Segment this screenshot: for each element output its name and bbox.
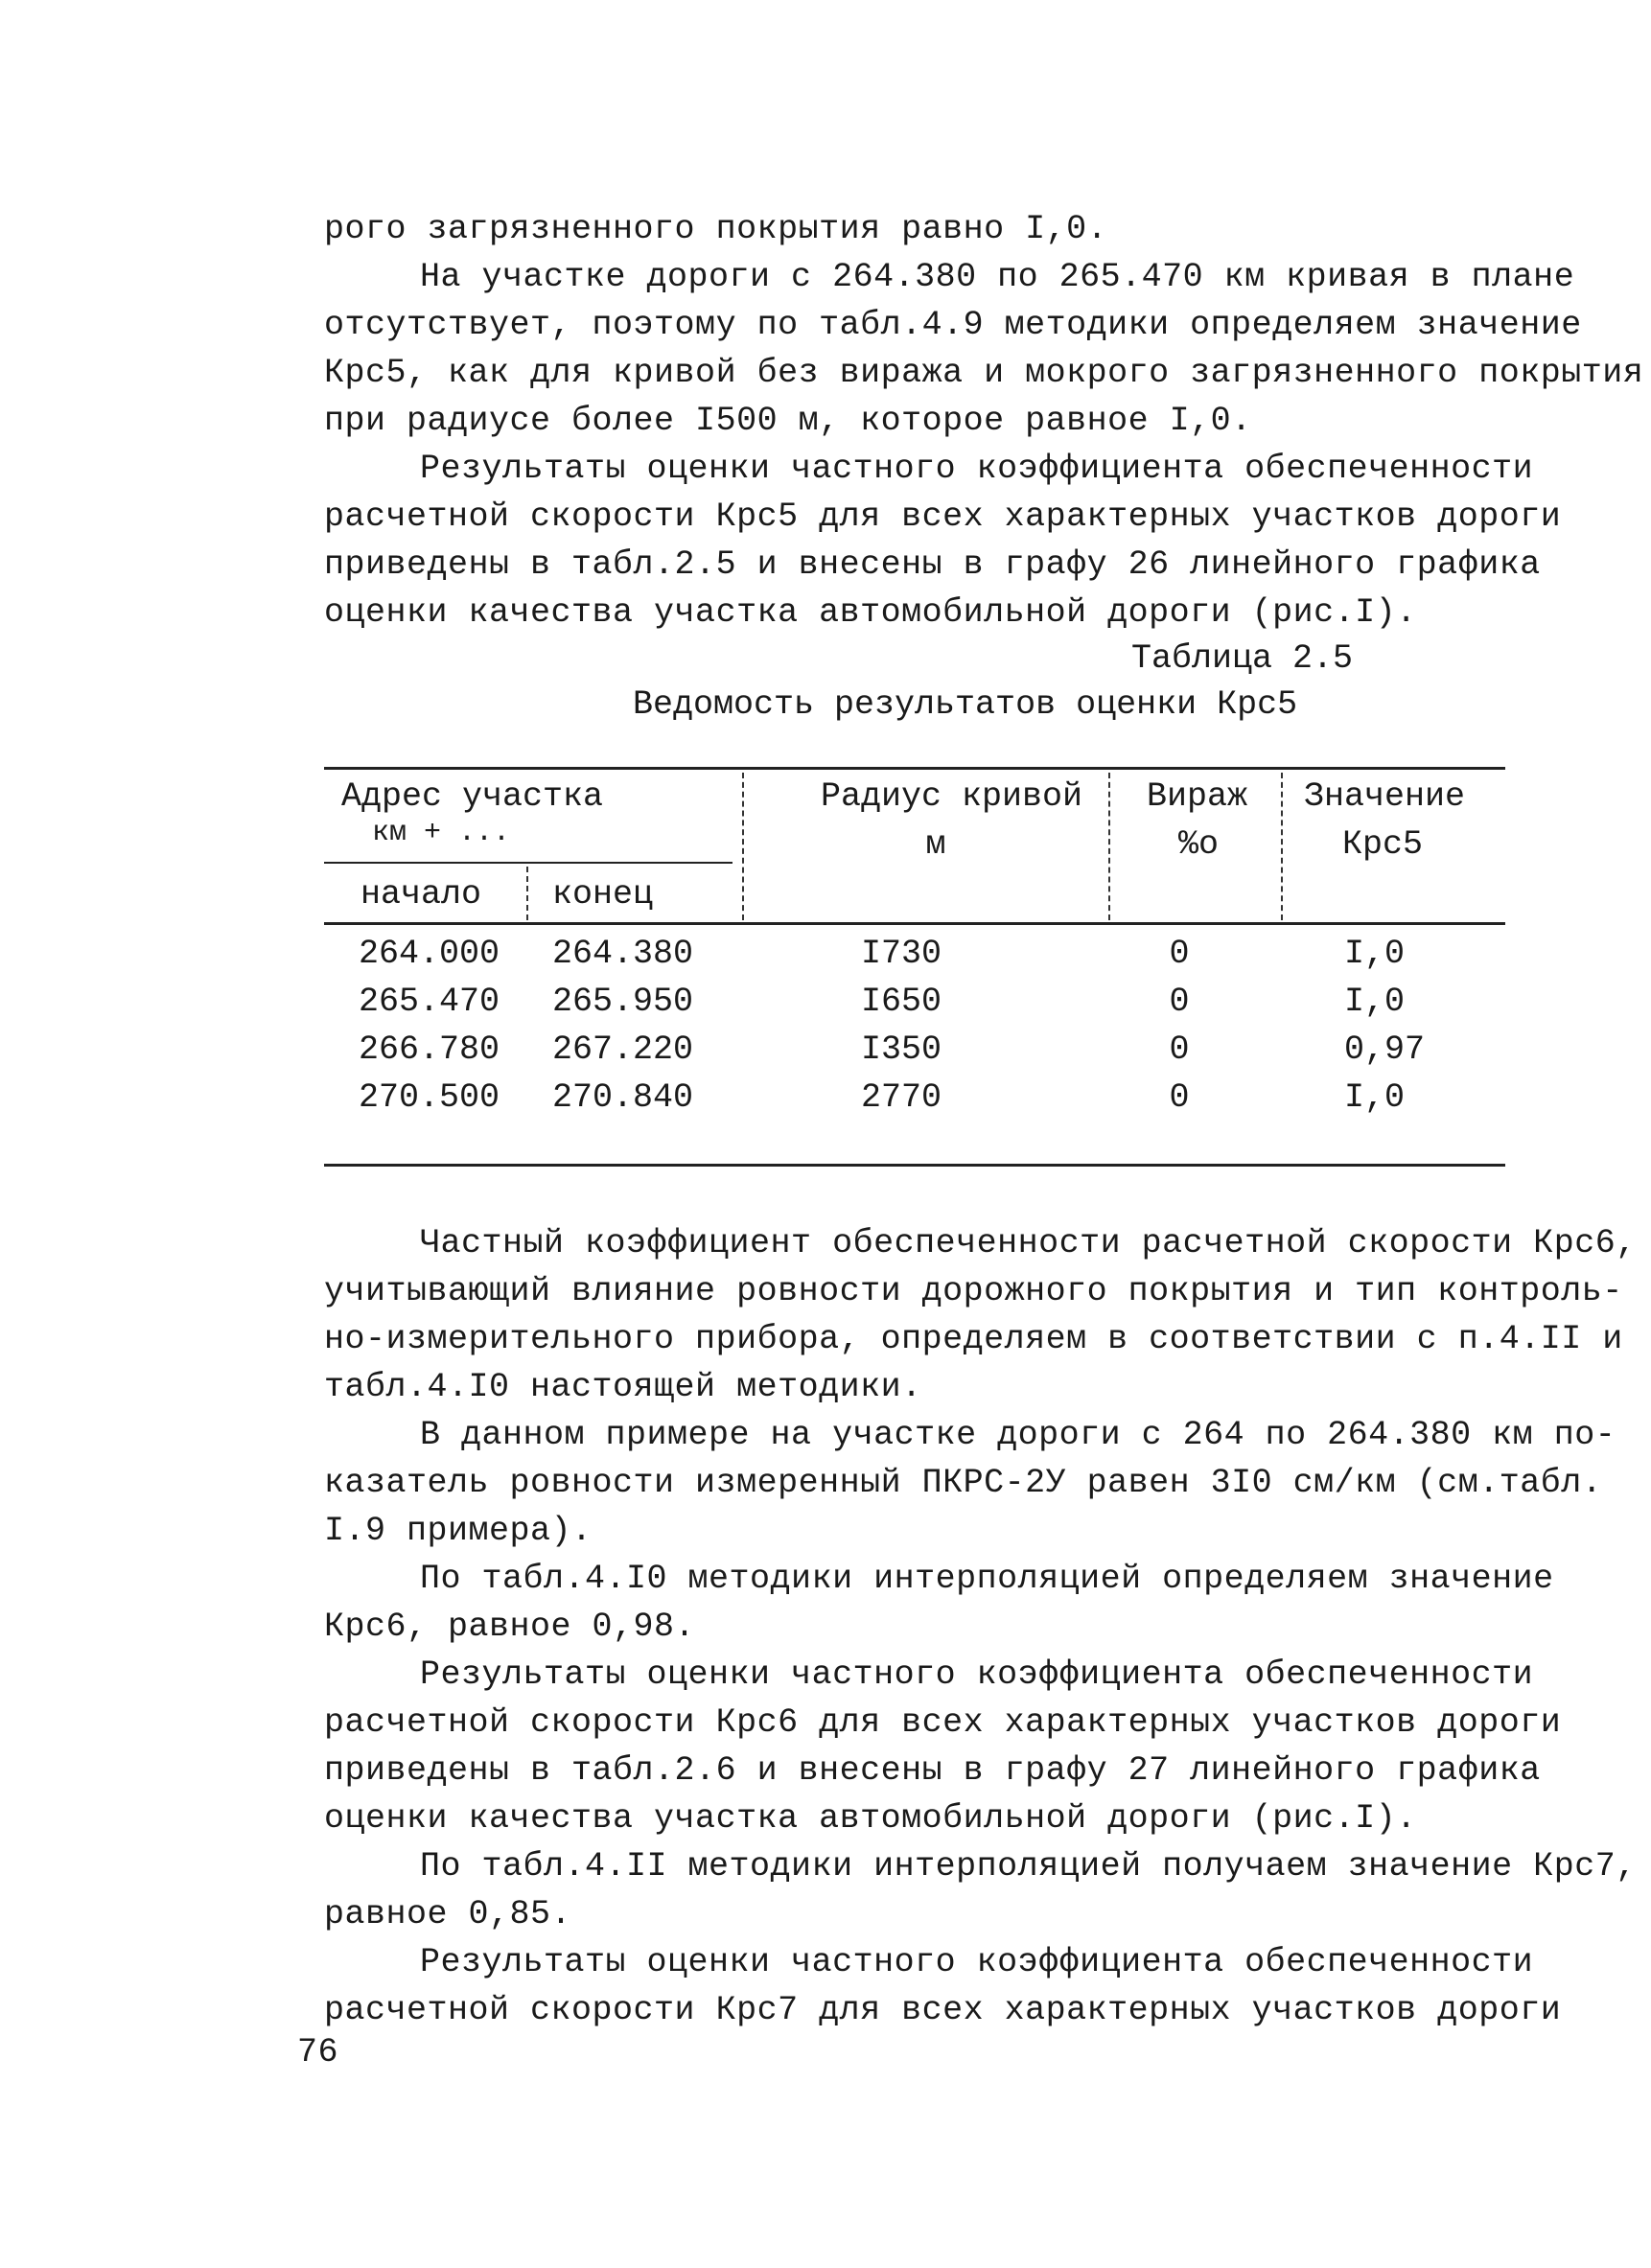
cell-value: I,0 (1344, 935, 1406, 973)
page-number: 76 (297, 2033, 339, 2071)
text-line: отсутствует, поэтому по табл.4.9 методики определяем значение (324, 306, 1582, 344)
cell-end: 264.380 (552, 935, 694, 973)
text-line: при радиусе более I500 м, которое равное I,0. (324, 402, 1252, 440)
header-end: конец (552, 875, 654, 914)
cell-virage: 0 (1169, 1078, 1190, 1117)
cell-start: 266.780 (359, 1030, 500, 1069)
text-line: По табл.4.II методики интерполяцией получаем значение Крс7, (420, 1847, 1637, 1886)
text-line: но-измерительного прибора, определяем в соответствии с п.4.II и (324, 1320, 1623, 1358)
header-separator (742, 773, 744, 920)
text-line: оценки качества участка автомобильной дороги (рис.I). (324, 593, 1417, 632)
header-address-unit: км + ... (372, 817, 511, 849)
header-separator (1281, 773, 1283, 920)
cell-radius: I350 (860, 1030, 942, 1069)
text-line: оценки качества участка автомобильной дороги (рис.I). (324, 1799, 1417, 1838)
text-line: Результаты оценки частного коэффициента обеспеченности (420, 450, 1534, 488)
text-line: рого загрязненного покрытия равно I,0. (324, 210, 1108, 248)
header-separator (526, 867, 528, 920)
cell-end: 270.840 (552, 1078, 694, 1117)
cell-radius: 2770 (860, 1078, 942, 1117)
address-sub-rule (324, 862, 732, 864)
text-line: табл.4.I0 настоящей методики. (324, 1368, 922, 1406)
cell-start: 264.000 (359, 935, 500, 973)
text-line: Частный коэффициент обеспеченности расчетной скорости Крс6, (420, 1224, 1637, 1262)
text-line: Крс5, как для кривой без виража и мокрого загрязненного покрытия (324, 354, 1644, 392)
cell-end: 267.220 (552, 1030, 694, 1069)
cell-start: 270.500 (359, 1078, 500, 1117)
text-line: казатель ровности измеренный ПКРС-2У равен 3I0 см/км (см.табл. (324, 1464, 1603, 1502)
table-bottom-rule (324, 1164, 1505, 1167)
header-value: Значение (1304, 777, 1466, 816)
cell-radius: I730 (860, 935, 942, 973)
table-title: Ведомость результатов оценки Крс5 (633, 685, 1298, 724)
header-virage-unit: %о (1177, 825, 1219, 864)
cell-value: I,0 (1344, 983, 1406, 1021)
text-line: расчетной скорости Крс6 для всех характерных участков дороги (324, 1703, 1562, 1742)
header-start: начало (360, 875, 482, 914)
header-bottom-rule (324, 922, 1505, 925)
text-line: приведены в табл.2.6 и внесены в графу 27 линейного графика (324, 1751, 1541, 1790)
text-line: Результаты оценки частного коэффициента обеспеченности (420, 1655, 1534, 1694)
header-radius: Радиус кривой (821, 777, 1083, 816)
cell-virage: 0 (1169, 983, 1190, 1021)
text-line: I.9 примера). (324, 1512, 593, 1550)
cell-virage: 0 (1169, 1030, 1190, 1069)
header-separator (1108, 773, 1110, 920)
text-line: расчетной скорости Крс5 для всех характерных участков дороги (324, 498, 1562, 536)
table-top-rule (324, 767, 1505, 770)
cell-virage: 0 (1169, 935, 1190, 973)
text-line: На участке дороги с 264.380 по 265.470 км кривая в плане (420, 258, 1575, 296)
header-value-unit: Крс5 (1342, 825, 1424, 864)
text-line: По табл.4.I0 методики интерполяцией определяем значение (420, 1560, 1554, 1598)
cell-end: 265.950 (552, 983, 694, 1021)
table-label: Таблица 2.5 (1131, 639, 1354, 678)
text-line: приведены в табл.2.5 и внесены в графу 26 линейного графика (324, 545, 1541, 584)
header-radius-unit: м (925, 825, 946, 864)
text-line: расчетной скорости Крс7 для всех характерных участков дороги (324, 1991, 1562, 2029)
cell-start: 265.470 (359, 983, 500, 1021)
cell-value: I,0 (1344, 1078, 1406, 1117)
text-line: В данном примере на участке дороги с 264 по 264.380 км по- (420, 1416, 1616, 1454)
text-line: учитывающий влияние ровности дорожного покрытия и тип контроль- (324, 1272, 1623, 1310)
text-line: равное 0,85. (324, 1895, 572, 1933)
cell-radius: I650 (860, 983, 942, 1021)
header-virage: Вираж (1147, 777, 1248, 816)
header-address: Адрес участка (341, 777, 604, 816)
cell-value: 0,97 (1344, 1030, 1426, 1069)
text-line: Крс6, равное 0,98. (324, 1608, 696, 1646)
text-line: Результаты оценки частного коэффициента обеспеченности (420, 1943, 1534, 1981)
